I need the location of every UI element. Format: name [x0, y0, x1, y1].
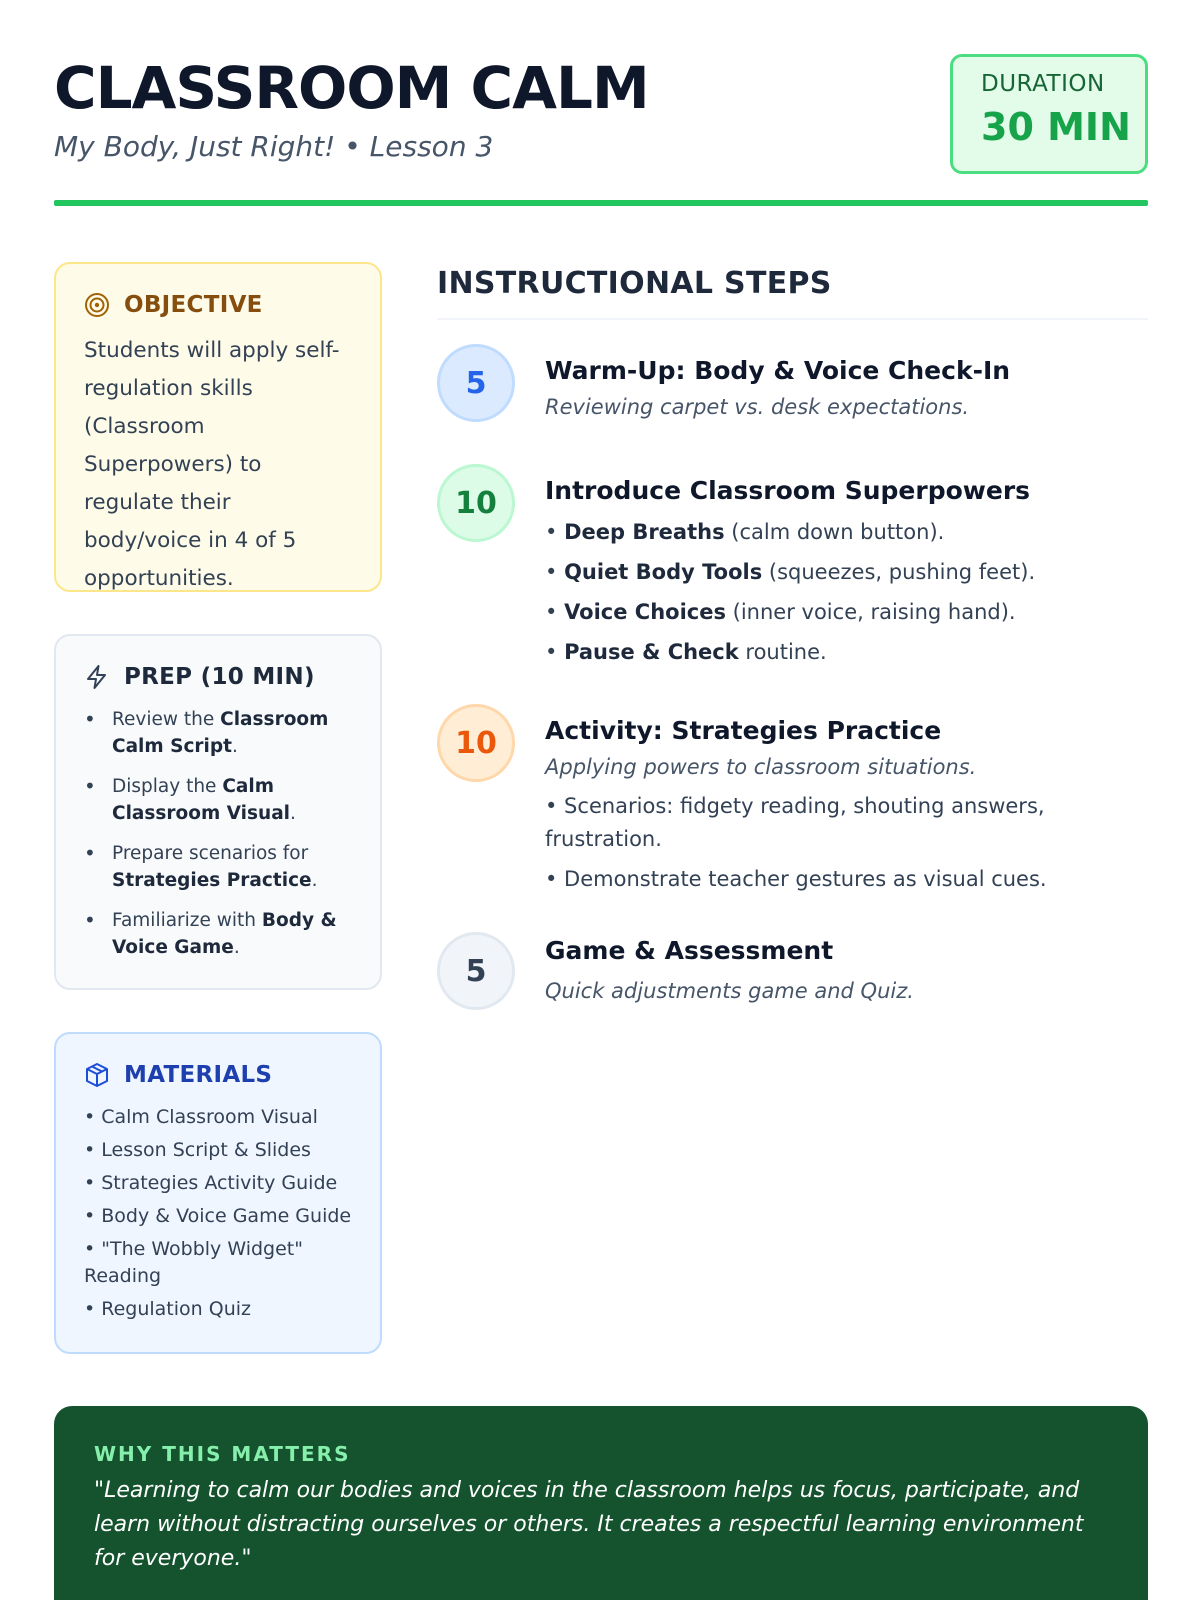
prep-list: [84, 706, 354, 961]
list-item: • Body & Voice Game Guide: [84, 1205, 352, 1227]
why-this-matters-banner: [54, 1406, 1148, 1600]
left-column: [54, 262, 382, 1354]
list-item: • "The Wobbly Widget" Reading: [84, 1238, 303, 1287]
prep-title: PREP (10 MIN): [124, 664, 315, 690]
target-icon: [84, 292, 110, 318]
materials-heading: [84, 1062, 354, 1088]
step-title: Warm-Up: Body & Voice Check-In: [545, 356, 1011, 385]
step-title: Introduce Classroom Superpowers: [545, 476, 1031, 505]
lightning-icon: [84, 664, 110, 690]
instructional-steps-section: [437, 262, 1148, 1003]
list-item: • Quiet Body Tools (squeezes, pushing feet).: [545, 560, 1036, 584]
list-item: • Calm Classroom Visual: [84, 1106, 318, 1128]
objective-text: Students will apply self-regulation skills (Classroom Superpowers) to regulate their body/voice in 4 of 5 opportunities.: [84, 338, 340, 591]
step-bullets: [545, 790, 1145, 896]
list-item: • Prepare scenarios for Strategies Practice.: [84, 840, 354, 894]
objective-title: OBJECTIVE: [124, 292, 263, 318]
step-subtitle: Quick adjustments game and Quiz.: [545, 979, 914, 1003]
duration-value: 30 MIN: [981, 105, 1131, 149]
header-divider: [54, 200, 1148, 206]
list-item: • Lesson Script & Slides: [84, 1139, 311, 1161]
lesson-header: [54, 48, 1148, 208]
steps-heading: INSTRUCTIONAL STEPS: [437, 262, 1148, 320]
list-item: • Display the Calm Classroom Visual.: [84, 773, 354, 827]
objective-card: [54, 262, 382, 592]
step-subtitle: Reviewing carpet vs. desk expectations.: [545, 395, 970, 419]
materials-card: [54, 1032, 382, 1354]
prep-card: [54, 634, 382, 990]
step-minutes-badge: 10: [437, 704, 515, 782]
list-item: • Strategies Activity Guide: [84, 1172, 338, 1194]
page-subtitle: My Body, Just Right! • Lesson 3: [54, 130, 494, 163]
page-title: CLASSROOM CALM: [54, 54, 649, 122]
list-item: • Deep Breaths (calm down button).: [545, 520, 945, 544]
duration-label: DURATION: [981, 71, 1105, 97]
step-minutes-badge: 5: [437, 932, 515, 1010]
materials-title: MATERIALS: [124, 1062, 273, 1088]
box-icon: [84, 1062, 110, 1088]
list-item: • Scenarios: fidgety reading, shouting answers, frustration.: [545, 794, 1045, 851]
list-item: • Demonstrate teacher gestures as visual cues.: [545, 867, 1047, 891]
list-item: • Review the Classroom Calm Script.: [84, 706, 354, 760]
prep-heading: [84, 664, 354, 690]
step-subtitle: Applying powers to classroom situations.: [545, 755, 977, 779]
step-minutes-badge: 5: [437, 344, 515, 422]
list-item: • Pause & Check routine.: [545, 640, 827, 664]
materials-list: [84, 1104, 354, 1323]
duration-badge: [950, 54, 1148, 174]
objective-heading: [84, 292, 354, 318]
list-item: • Familiarize with Body & Voice Game.: [84, 907, 354, 961]
banner-quote: "Learning to calm our bodies and voices in the classroom helps us focus, participate, and learn without distracting ourselves or others. It creates a respectful learning environment for everyone.": [94, 1478, 1084, 1571]
list-item: • Voice Choices (inner voice, raising hand).: [545, 600, 1016, 624]
step-minutes-badge: 10: [437, 464, 515, 542]
step-title: Game & Assessment: [545, 936, 834, 965]
step-bullets: [545, 516, 1145, 669]
banner-label: WHY THIS MATTERS: [94, 1442, 351, 1466]
step-title: Activity: Strategies Practice: [545, 716, 942, 745]
list-item: • Regulation Quiz: [84, 1298, 251, 1320]
